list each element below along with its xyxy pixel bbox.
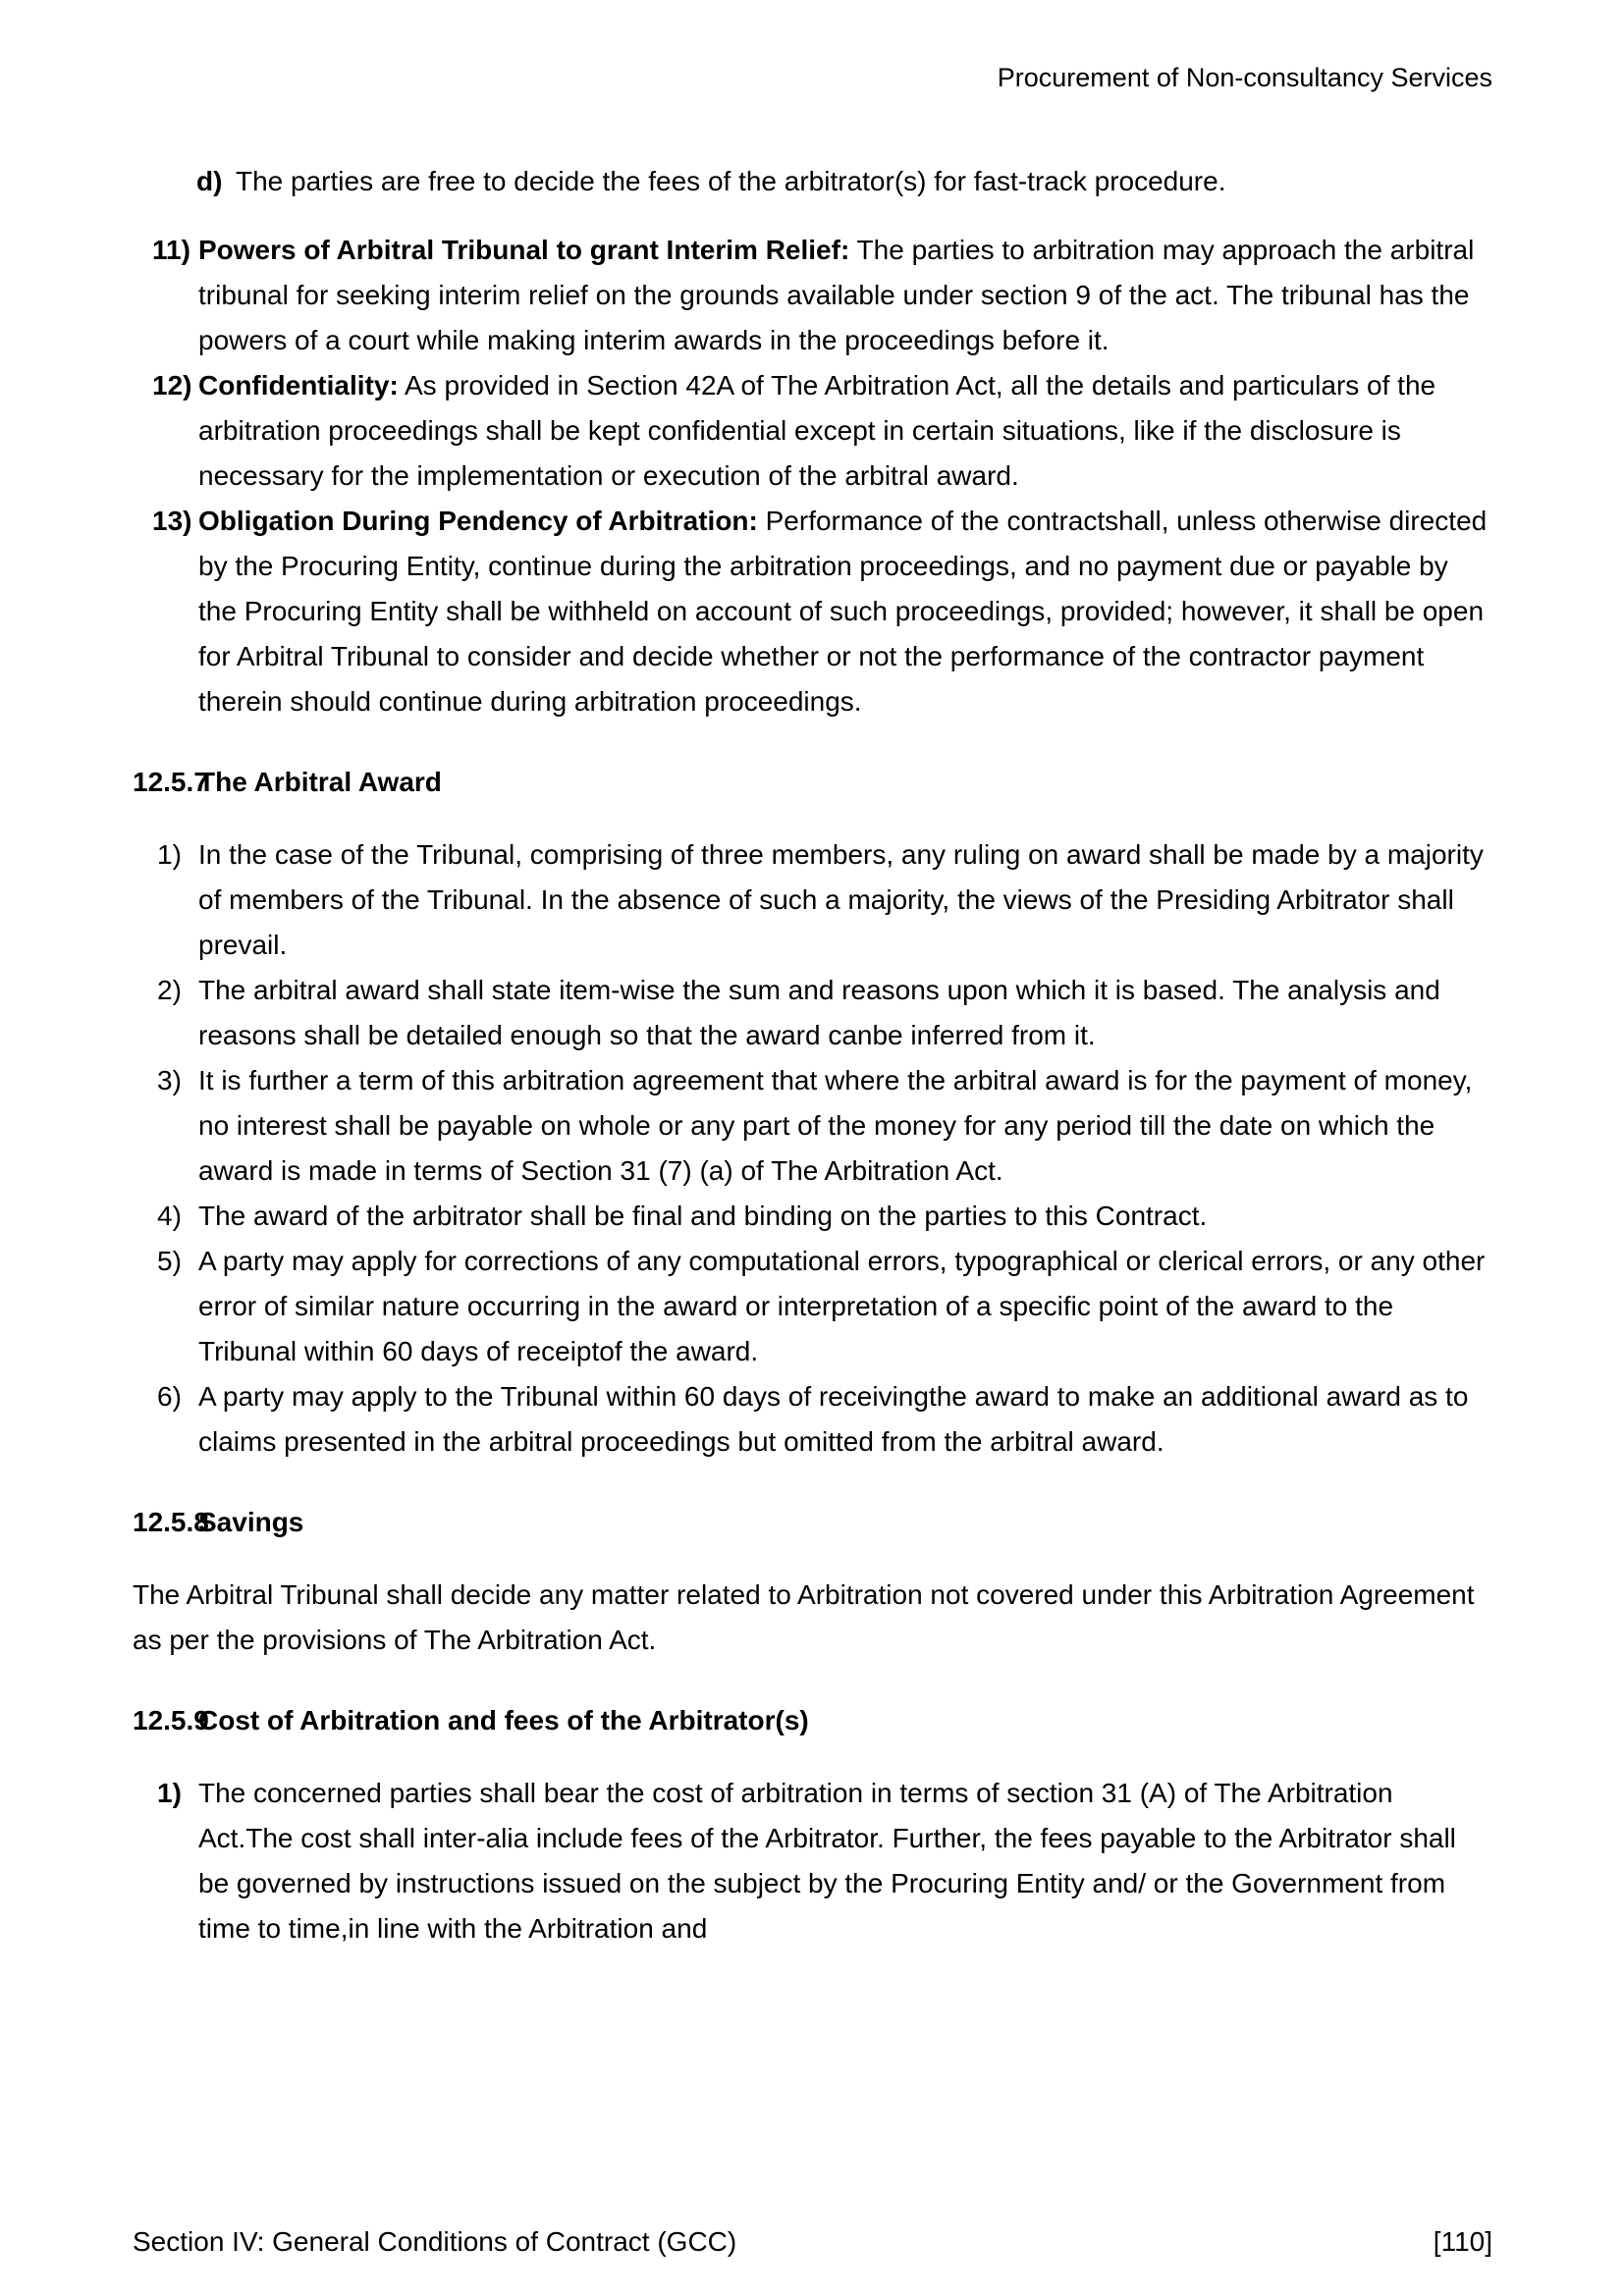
award-item-6 [133, 1374, 1492, 1465]
list-item-body-text: Performance of the contractshall, unless otherwise directed by the Procuring Entity, continue during the arbitration proceedings, and no payment due or payable by the Procuring Entity shall be withheld on account of such proceedings, provided; however, it shall be open for Arbitral Tribunal to consider and decide whether or not the performance of the contractor payment therein should continue during arbitration proceedings. [198, 506, 1488, 717]
section-title: Savings [198, 1507, 304, 1537]
list-item-number: 1) [157, 839, 182, 870]
section-heading-cost [133, 1698, 1492, 1743]
list-item-lead: Powers of Arbitral Tribunal to grant Interim Relief: [198, 235, 850, 265]
award-item-3 [133, 1058, 1492, 1194]
award-item-5 [133, 1239, 1492, 1374]
section-number: 12.5.7 [133, 767, 209, 797]
list-item-text: The concerned parties shall bear the cost of arbitration in terms of section 31 (A) of The Arbitration Act.The cost shall inter-alia include fees of the Arbitrator. Further, the fees payable to the Arbitrator shall be governed by instructions issued on the subject by the Procuring Entity and/ or the Government from time to time,in line with the Arbitration and [198, 1778, 1456, 1944]
list-item-number: 1) [157, 1778, 182, 1808]
section-number: 12.5.9 [133, 1705, 209, 1735]
section-heading-savings [133, 1500, 1492, 1545]
section-title: Cost of Arbitration and fees of the Arbitrator(s) [198, 1705, 809, 1735]
list-item-number: 4) [157, 1201, 182, 1231]
footer-page-number: [110] [1433, 2226, 1492, 2257]
page-footer [133, 2225, 1492, 2259]
list-item-text: The parties are free to decide the fees of the arbitrator(s) for fast-track procedure. [236, 166, 1226, 196]
list-item-number: 13) [152, 506, 192, 536]
list-item-lead: Obligation During Pendency of Arbitration: [198, 506, 758, 536]
list-item-body-text: The parties to arbitration may approach the arbitral tribunal for seeking interim relief on the grounds available under section 9 of the act. The tribunal has the powers of a court while making interim awards in the proceedings before it. [198, 235, 1475, 355]
list-item-text: The arbitral award shall state item-wise the sum and reasons upon which it is based. The analysis and reasons shall be detailed enough so that the award canbe inferred from it. [198, 975, 1440, 1050]
award-item-2 [133, 968, 1492, 1058]
list-item-text: A party may apply to the Tribunal within 60 days of receivingthe award to make an additional award as to claims presented in the arbitral proceedings but omitted from the arbitral award. [198, 1381, 1469, 1457]
list-item-text [198, 499, 1492, 724]
savings-paragraph: The Arbitral Tribunal shall decide any matter related to Arbitration not covered under this Arbitration Agreement as per the provisions of The Arbitration Act. [133, 1579, 1475, 1655]
award-item-1 [133, 832, 1492, 968]
document-body [133, 159, 1492, 1951]
list-item-13 [133, 499, 1492, 724]
list-item-number: 6) [157, 1381, 182, 1412]
list-item-number: 3) [157, 1065, 182, 1095]
list-item-12 [133, 363, 1492, 499]
list-item-text [198, 228, 1492, 363]
section-title: The Arbitral Award [198, 767, 442, 797]
list-item-d [133, 159, 1492, 204]
section-heading-arbitral-award [133, 760, 1492, 805]
list-item-number: d) [196, 166, 223, 196]
list-item-text [198, 363, 1492, 499]
cost-item-1 [133, 1771, 1492, 1951]
list-item-lead: Confidentiality: [198, 370, 399, 400]
list-item-number: 2) [157, 975, 182, 1005]
list-item-text: A party may apply for corrections of any computational errors, typographical or clerical errors, or any other error of similar nature occurring in the award or interpretation of a specific point of the award to the Tribunal within 60 days of receiptof the award. [198, 1246, 1486, 1366]
list-item-text: In the case of the Tribunal, comprising of three members, any ruling on award shall be made by a majority of members of the Tribunal. In the absence of such a majority, the views of the Presiding Arbitrator shall prevail. [198, 839, 1484, 960]
page-header: Procurement of Non-consultancy Services [997, 63, 1492, 92]
list-item-number: 12) [152, 370, 192, 400]
award-item-4 [133, 1194, 1492, 1239]
section-number: 12.5.8 [133, 1507, 209, 1537]
list-item-text: It is further a term of this arbitration agreement that where the arbitral award is for the payment of money, no interest shall be payable on whole or any part of the money for any period till the date on which the award is made in terms of Section 31 (7) (a) of The Arbitration Act. [198, 1065, 1473, 1186]
list-item-number: 5) [157, 1246, 182, 1276]
list-item-number: 11) [152, 235, 190, 265]
list-item-text: The award of the arbitrator shall be final and binding on the parties to this Contract. [198, 1201, 1208, 1231]
footer-section-label: Section IV: General Conditions of Contract (GCC) [133, 2226, 737, 2257]
list-item-body-text: As provided in Section 42A of The Arbitration Act, all the details and particulars of the arbitration proceedings shall be kept confidential except in certain situations, like if the disclosure is necessary for the implementation or execution of the arbitral award. [198, 370, 1436, 491]
list-item-11 [133, 228, 1492, 363]
